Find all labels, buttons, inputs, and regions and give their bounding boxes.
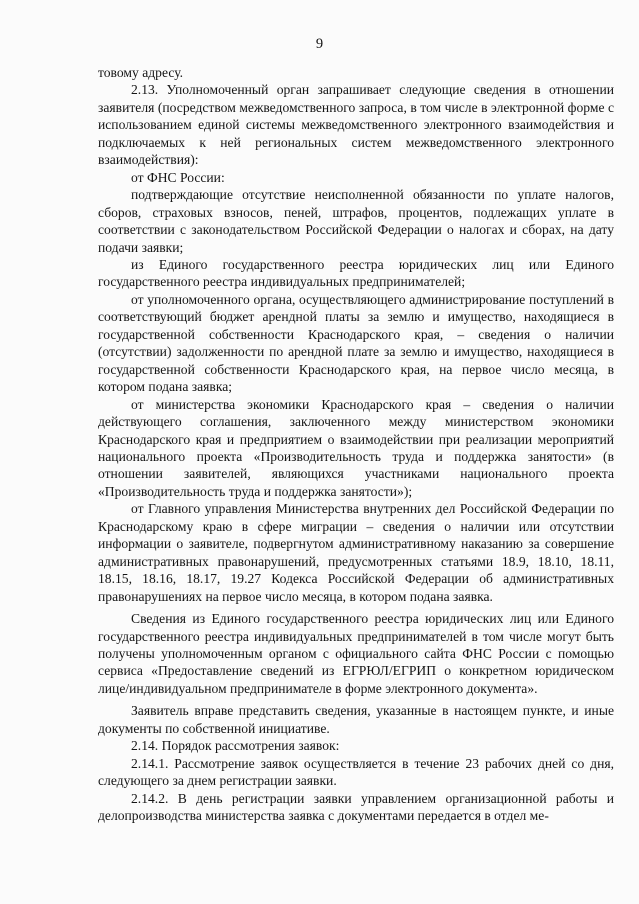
- paragraph-2-13: 2.13. Уполномоченный орган запрашивает следующие сведения в отношении заявителя (посредством межведомственного запроса, в том числе в электронной форме с использованием единой системы межведомственного электронного взаимодействия и подключаемых к ней региональных систем межведомственного электронного взаимодействия):: [98, 82, 614, 168]
- paragraph-fns-service: Сведения из Единого государственного реестра юридических лиц или Единого государственного реестра индивидуальных предпринимателей в том числе могут быть получены уполномоченным органом с официального сайта ФНС России с помощью сервиса «Предоставление сведений из ЕГРЮЛ/ЕГРИП о конкретном юридическом лице/индивидуальном предпринимателе в форме электронного документа».: [98, 611, 614, 696]
- paragraph-2-14-2: 2.14.2. В день регистрации заявки управлением организационной работы и делопроизводства министерства заявка с документами передается в отдел ме-: [98, 790, 614, 824]
- paragraph-continuation: товому адресу.: [98, 65, 184, 80]
- paragraph-fns: от ФНС России:: [131, 169, 225, 185]
- paragraph-tax-obligations: подтверждающие отсутствие неисполненной обязанности по уплате налогов, сборов, страховых взносов, пеней, штрафов, процентов, подлежащих уплате в соответствии с законодательством Российской Федерации о налогах и сборах, на дату подачи заявки;: [98, 187, 614, 255]
- paragraph-2-14-1: 2.14.1. Рассмотрение заявок осуществляется в течение 23 рабочих дней со дня, следующего за днем регистрации заявки.: [98, 755, 614, 789]
- paragraph-rent-debt: от уполномоченного органа, осуществляющего администрирование поступлений в соответствующий бюджет арендной платы за землю и имущество, находящиеся в государственной собственности Краснодарского края, – сведения о наличии (отсутствии) задолженности по арендной плате за землю и имущество, находящиеся в государственной собственности Краснодарского края, на первое число месяца, в котором подана заявка;: [98, 291, 614, 395]
- page-number: 9: [315, 36, 324, 52]
- document-body: [98, 64, 614, 824]
- paragraph-egrul-egrip: из Единого государственного реестра юридических лиц или Единого государственного реестра индивидуальных предпринимателей;: [98, 256, 614, 290]
- paragraph-2-14: 2.14. Порядок рассмотрения заявок:: [131, 738, 340, 754]
- paragraph-mvd-migration: от Главного управления Министерства внутренних дел Российской Федерации по Краснодарскому краю в сфере миграции – сведения о наличии или отсутствии информации о заявителе, подвергнутом административному наказанию за совершение административных правонарушений, предусмотренных статьями 18.9, 18.10, 18.11, 18.15, 18.16, 18.17, 19.27 Кодекса Российской Федерации об административных правонарушениях на первое число месяца, в котором подана заявка.: [98, 501, 614, 604]
- paragraph-applicant-right: Заявитель вправе представить сведения, указанные в настоящем пункте, и иные документы по собственной инициативе.: [98, 703, 614, 736]
- paragraph-ministry-economy: от министерства экономики Краснодарского края – сведения о наличии действующего соглашения, заключенного между министерством экономики Краснодарского края и предприятием о взаимодействии при реализации мероприятий национального проекта «Производительность труда и поддержка занятости» (в отношении заявителей, являющихся участниками национального проекта «Производительность труда и поддержка занятости»);: [98, 396, 614, 499]
